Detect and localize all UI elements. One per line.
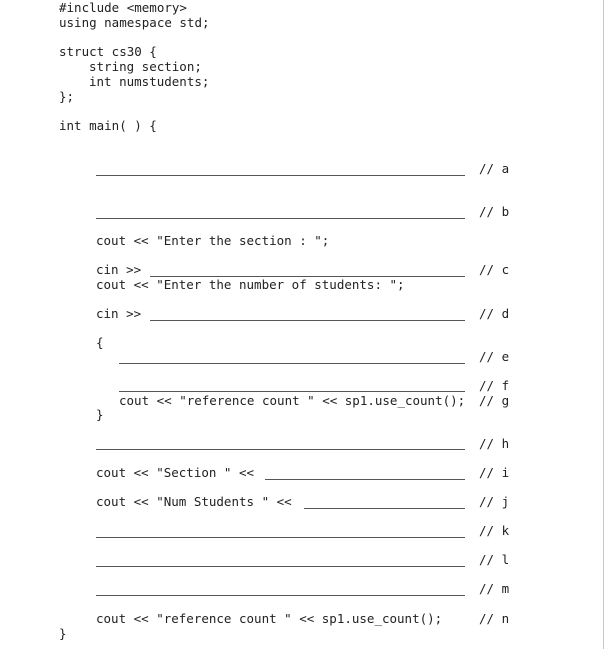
comment-l: // l [479, 552, 510, 567]
reference-count-final-line: cout << "reference count " << sp1.use_count(); [96, 611, 443, 626]
blank-m[interactable] [96, 595, 465, 596]
main-open-line: int main( ) { [59, 118, 157, 133]
reference-count-inner-line: cout << "reference count " << sp1.use_count(); [119, 393, 466, 408]
page-right-border [603, 0, 604, 649]
cin-section-prefix: cin >> [96, 262, 142, 277]
blank-a[interactable] [96, 175, 465, 176]
struct-field-section: string section; [89, 59, 202, 74]
inner-block-open: { [96, 335, 104, 350]
print-section-prefix: cout << "Section " << [96, 465, 255, 480]
using-namespace-line: using namespace std; [59, 15, 210, 30]
comment-k: // k [479, 523, 510, 538]
blank-l[interactable] [96, 566, 465, 567]
comment-n: // n [479, 611, 510, 626]
comment-j: // j [479, 494, 510, 509]
struct-open-line: struct cs30 { [59, 44, 157, 59]
comment-c: // c [479, 262, 510, 277]
comment-g: // g [479, 393, 510, 408]
main-close-brace: } [59, 626, 67, 641]
comment-i: // i [479, 465, 510, 480]
blank-e[interactable] [119, 363, 465, 364]
comment-b: // b [479, 204, 510, 219]
comment-m: // m [479, 581, 510, 596]
comment-h: // h [479, 436, 510, 451]
comment-d: // d [479, 306, 510, 321]
struct-close-line: }; [59, 89, 75, 104]
prompt-students-line: cout << "Enter the number of students: "; [96, 277, 405, 292]
prompt-section-line: cout << "Enter the section : "; [96, 233, 330, 248]
blank-i[interactable] [265, 479, 465, 480]
blank-h[interactable] [96, 449, 465, 450]
comment-e: // e [479, 349, 510, 364]
print-students-prefix: cout << "Num Students " << [96, 494, 292, 509]
blank-j[interactable] [304, 508, 465, 509]
inner-block-close: } [96, 407, 104, 422]
blank-b[interactable] [96, 218, 465, 219]
blank-k[interactable] [96, 537, 465, 538]
struct-field-numstudents: int numstudents; [89, 74, 210, 89]
blank-d[interactable] [150, 320, 465, 321]
comment-f: // f [479, 378, 510, 393]
cin-students-prefix: cin >> [96, 306, 142, 321]
include-line: #include <memory> [59, 0, 187, 15]
comment-a: // a [479, 161, 510, 176]
blank-f[interactable] [119, 391, 465, 392]
